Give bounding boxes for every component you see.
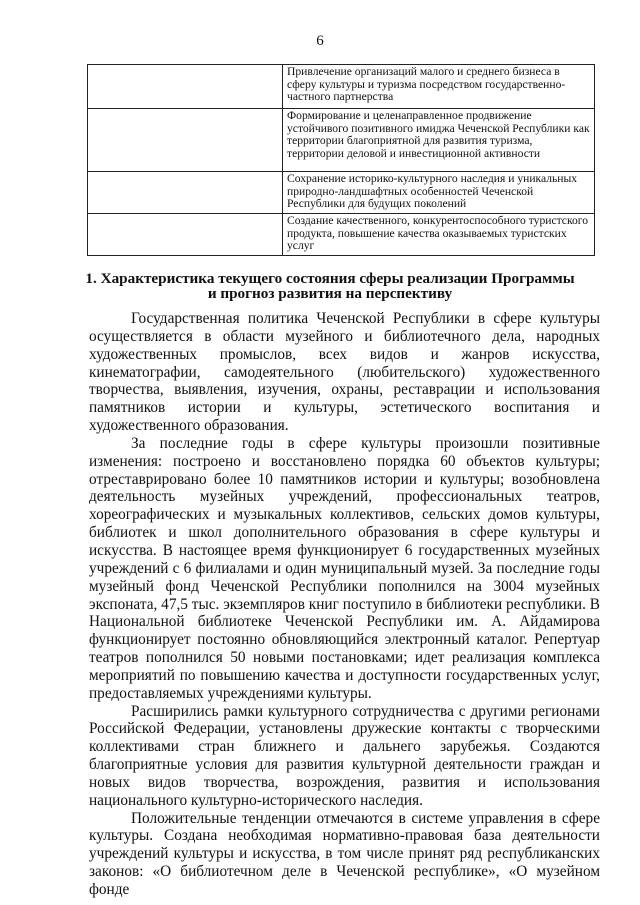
goals-table — [87, 64, 595, 256]
table-cell: Формирование и целенаправленное продвижение устойчивого позитивного имиджа Чеченской Республики как территории благоприятной для развития туризма, территории деловой и инвестиционной активности — [283, 109, 595, 172]
table-cell-empty — [88, 172, 283, 214]
body-text — [89, 310, 600, 899]
page-number: 6 — [316, 33, 324, 49]
table-cell-empty — [88, 65, 283, 109]
table-cell: Создание качественного, конкурентоспособного туристского продукта, повышение качества оказываемых туристских услуг — [283, 214, 595, 256]
paragraph: Положительные тенденции отмечаются в системе управления в сфере культуры. Создана необходимая нормативно-правовая база деятельности учреждений культуры и искусства, в том числе принят ряд республиканских законов: «О библиотечном деле в Чеченской республике», «О музейном фонде — [89, 809, 600, 898]
table-cell: Сохранение историко-культурного наследия и уникальных природно-ландшафтных особенностей Чеченской Республики для будущих поколений — [283, 172, 595, 214]
section-heading-line: 1. Характеристика текущего состояния сферы реализации Программы — [85, 270, 575, 287]
table-cell-empty — [88, 214, 283, 256]
table-cell-empty — [88, 109, 283, 172]
table-row — [88, 109, 595, 172]
table-cell: Привлечение организаций малого и среднего бизнеса в сферу культуры и туризма посредством государственно-частного партнерства — [283, 65, 595, 109]
table-row — [88, 214, 595, 256]
section-heading — [60, 272, 600, 301]
paragraph: Государственная политика Чеченской Республики в сфере культуры осуществляется в области музейного и библиотечного дела, народных художественных промыслов, всех видов и жанров искусства, кинематографии, самодеятельного (любительского) художественного творчества, выявления, изучения, охраны, реставрации и использования памятников истории и культуры, эстетического воспитания и художественного образования. — [89, 310, 600, 435]
section-heading-line: и прогноз развития на перспективу — [207, 284, 453, 302]
paragraph: За последние годы в сфере культуры произошли позитивные изменения: построено и восстановлено порядка 60 объектов культуры; отреставрировано более 10 памятников истории и культуры; возобновлена деятельность музейных учреждений, профессиональных театров, хореографических и музыкальных коллективов, сельских домов культуры, библиотек и школ дополнительного образования в сфере культуры и искусства. В настоящее время функционирует 6 государственных музейных учреждений с 6 филиалами и один муниципальный музей. За последние годы музейный фонд Чеченской Республики пополнился на 3004 музейных экспоната, 47,5 тыс. экземпляров книг поступило в библиотеки республики. В Национальной библиотеке Чеченской Республики им. А. Айдамирова функционирует постоянно обновляющийся электронный каталог. Репертуар театров пополнился 50 новыми постановками; идет реализация комплекса мероприятий по повышению качества и доступности государственных услуг, предоставляемых учреждениями культуры. — [89, 434, 600, 702]
table-row — [88, 172, 595, 214]
paragraph: Расширились рамки культурного сотрудничества с другими регионами Российской Федерации, установлены дружеские контакты с творческими коллективами стран ближнего и дальнего зарубежья. Создаются благоприятные условия для развития культурной деятельности граждан и новых видов творчества, возрождения, развития и использования национального культурно-исторического наследия. — [89, 702, 600, 809]
table-row — [88, 65, 595, 109]
